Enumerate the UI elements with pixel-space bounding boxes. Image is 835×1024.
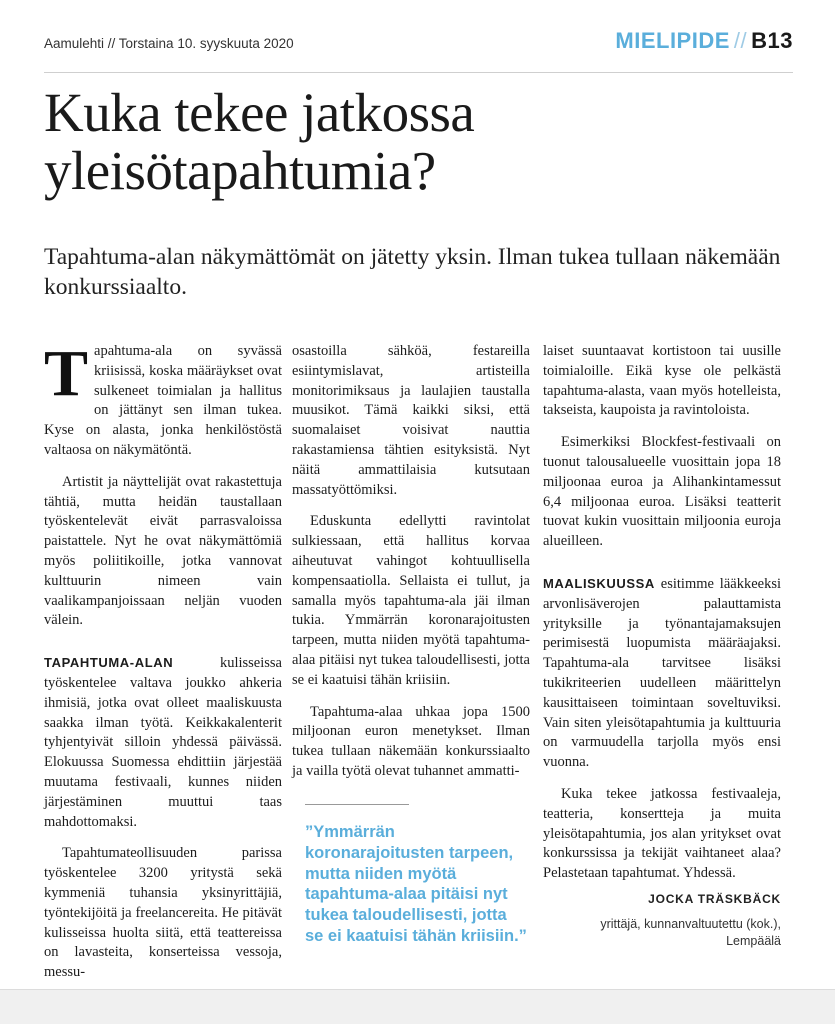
paragraph-5: Eduskunta edellytti ravintolat sulkiessaan, että hallitus korvaa aiheutuvat vahingot kohtuullisella kompensaatiolla. Sellaista ei tullut, ja samalla myös tapahtuma-ala jäi ilman tukia. Ymmärrän koronarajoitusten tarpeen, mutta niiden myötä tapahtuma-alaa pitäisi nyt tukea taloudellisesti, jotta se ei kaatuisi tähän kriisiin. <box>292 513 530 688</box>
article-headline: Kuka tekee jatkossa yleisötapahtumia? <box>44 82 475 201</box>
lead-in-tapahtuma-alan: TAPAHTUMA-ALAN <box>44 655 174 671</box>
pullquote-rule <box>305 804 409 805</box>
page-bottom-strip <box>0 989 835 1024</box>
pullquote: ”Ymmärrän koronarajoitusten tarpeen, mutta niiden myötä tapahtuma-alaa pitäisi nyt tukea taloudellisesti, jotta se ei kaatuisi tähän kriisiin.” <box>305 823 527 945</box>
article-column-1 <box>44 337 282 983</box>
drop-cap: T <box>44 337 89 410</box>
lead-in-maaliskuussa: MAALISKUUSSA <box>543 575 655 591</box>
paragraph-1-text: apahtuma-ala on syvässä kriisissä, koska määräykset ovat sulkeneet toimialan ja hallitus on jättänyt sen ilman tukea. Kyse on alasta, jonka henkilöstöstä valtaosa on näkymätöntä. <box>44 343 282 458</box>
section-name: MIELIPIDE <box>615 28 730 53</box>
article-lede: Tapahtuma-alan näkymättömät on jätetty yksin. Ilman tukea tullaan näkemään konkurssiaalto. <box>44 244 781 300</box>
paragraph-7: Esimerkiksi Blockfest-festivaali on tuonut talousalueelle vuosittain jopa 18 miljoonaa euroa ja Alihankintamessut 6,4 miljoonaa euroa. Lisäksi teatterit tuovat kukin vuosittain miljoonia euroja alueilleen. <box>543 434 781 550</box>
article-column-2 <box>292 342 530 782</box>
section-label <box>615 28 793 54</box>
paragraph-9: Kuka tekee jatkossa festivaaleja, teatteria, konsertteja ja muita yleisötapahtumia, jos alan yritykset ovat konkurssissa ja tekijät vaihtaneet alaa? Pelastetaan tapahtumat. Yhdessä. <box>543 785 781 882</box>
paragraph-8-text: esitimme lääkkeeksi arvonlisäverojen palauttamista yrityksille ja työnantajamaksujen perimisestä luopumista määräajaksi. Tapahtuma-ala tarvitsee lisäksi tukikriteerien uudelleen määrittelyn kausittaiseen toimintaan soveltuviksi. Vain siten yleisötapahtumia ja kulttuuria on varmuudella tarjolla myös ensi vuonna. <box>543 575 781 771</box>
paragraph-2: Artistit ja näyttelijät ovat rakastettuja tähtiä, mutta heidän taustallaan työskentelevät eivät parrasvaloissa paistattele. Nyt he ovat näkymättömiä myös poliitikoille, jotka vannovat kulttuurin nimeen vain vaalikampanjoissaan neljän vuoden välein. <box>44 473 282 629</box>
paragraph-3 <box>44 653 282 832</box>
paragraph-6-part-2: laiset suuntaavat kortistoon tai uusille toimialoille. Eikä kyse ole pelkästä tapahtuma-alasta, vaan myös hotelleista, takseista, kaupoista ja ravintoloista. <box>543 343 781 419</box>
section-separator: // <box>733 28 748 53</box>
paragraph-4-part-1: Tapahtumateollisuuden parissa työskentelee 3200 yritystä sekä kymmeniä tuhansia yksinyrittäjiä, työntekijöitä ja freelancereita. He pitävät kulisseissa huolta siitä, että teattereissa on lavasteita, konserteissa vessoja, messu- <box>44 845 282 981</box>
page-number: B13 <box>751 28 793 53</box>
publication-dateline: Aamulehti // Torstaina 10. syyskuuta 2020 <box>44 36 294 51</box>
article-column-3 <box>543 342 781 884</box>
page-header <box>44 22 793 73</box>
byline <box>543 892 781 950</box>
paragraph-3-text: kulisseissa työskentelee valtava joukko ahkeria ihmisiä, jotka ovat olleet maaliskuusta saakka ilman työtä. Keikkakalenterit tyhjentyivät silloin yhdessä päivässä. Elokuussa Suomessa ehdittiin järjestää muutama festivaali, kunnes niiden järjestäminen muuttui taas mahdottomaksi. <box>44 655 282 830</box>
paragraph-1 <box>44 337 282 461</box>
paragraph-8 <box>543 574 781 773</box>
paragraph-4-part-2: osastoilla sähköä, festareilla esiintymislavat, artisteilla monitorimiksaus ja laulajien taustalla muusikot. Tämä kaikki siksi, että suomalaiset voisivat nauttia rakastamiensa tähtien esityksistä. Nyt näitä ammattilaisia kutsutaan massatyöttömiksi. <box>292 343 530 498</box>
paragraph-6-part-1: Tapahtuma-alaa uhkaa jopa 1500 miljoonan euron menetykset. Ilman tukea tullaan näkemään konkurssiaalto ja vailla työtä olevat tuhannet ammatti- <box>292 703 530 779</box>
author-role: yrittäjä, kunnanvaltuutettu (kok.), Lempäälä <box>600 917 781 948</box>
author-name: JOCKA TRÄSKBÄCK <box>648 892 781 906</box>
